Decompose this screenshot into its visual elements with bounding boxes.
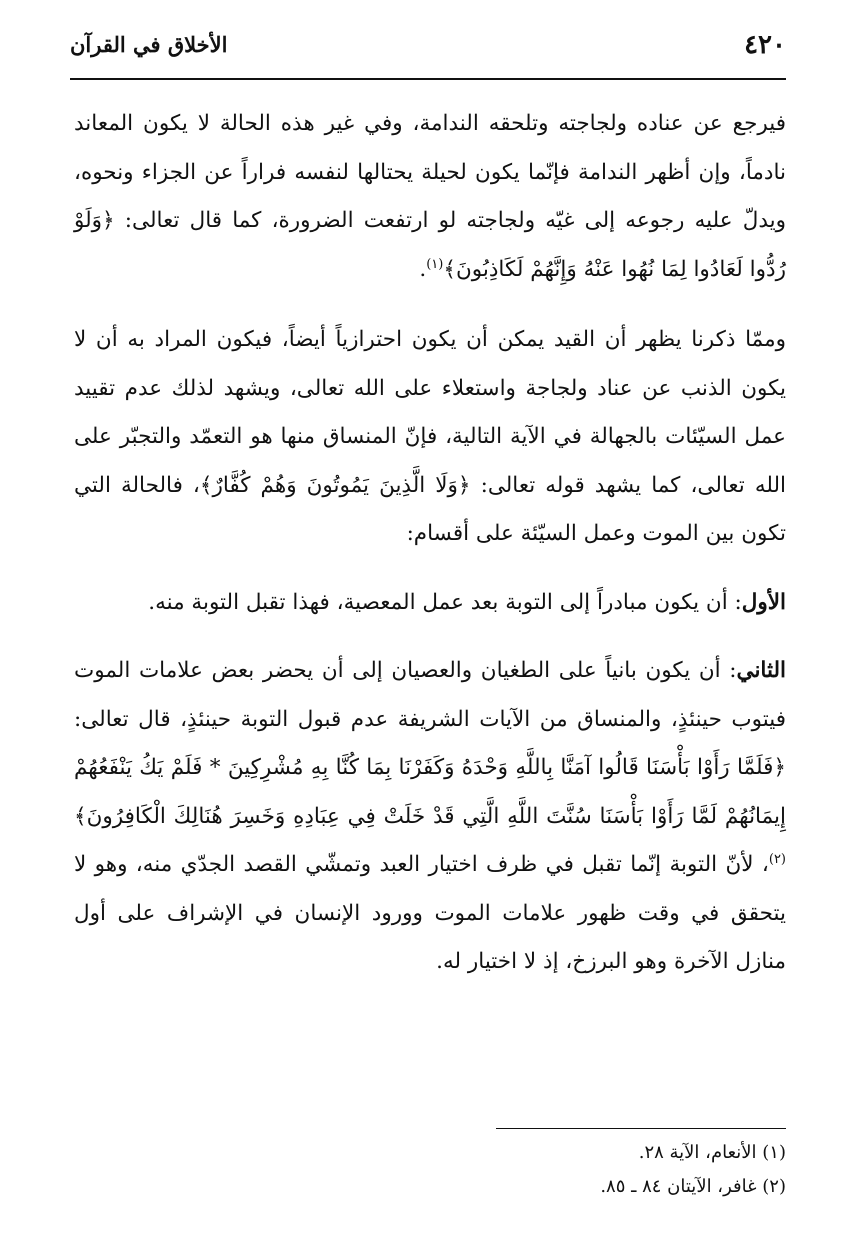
footnote-2: (٢) غافر، الآيتان ٨٤ ـ ٨٥. (600, 1176, 786, 1197)
paragraph-2-text: وممّا ذكرنا يظهر أن القيد يمكن أن يكون احترازياً أيضاً، فيكون المراد به أن لا يكون الذنب عن عناد ولجاجة واستعلاء على الله تعالى، ويشهد لذلك عدم تقييد عمل السيّئات بالجهالة في الآية التالية، فإنّ المنساق منها هو التعمّد والتجبّر على الله تعالى، كما يشهد قوله تعالى: (74, 327, 786, 498)
paragraph-1 (74, 100, 786, 294)
paragraph-1-text: فيرجع عن عناده ولجاجته وتلحقه الندامة، وفي غير هذه الحالة لا يكون المعاند نادماً، وإن أظهر الندامة فإنّما يكون لحيلة يحتالها لنفسه فراراً عن الجزاء ونحوه، ويدلّ عليه رجوعه إلى غيّه ولجاجته لو ارتفعت الضرورة، كما قال تعالى: (74, 111, 786, 233)
footnote-ref-2: (٢) (768, 851, 786, 867)
main-text (74, 100, 786, 1007)
page-header (70, 28, 786, 68)
paragraph-4-end: ، لأنّ التوبة إنّما تقبل في ظرف اختيار العبد وتمشّي القصد الجدّي منه، وهو لا يتحقق في وقت ظهور علامات الموت وورود الإنسان في الإشراف على أول منازل الآخرة وهو البرزخ، إذ لا اختيار له. (74, 852, 786, 974)
paragraph-2-end: ، فالحالة التي تكون بين الموت وعمل السيّئة على أقسام: (74, 472, 786, 546)
paragraph-3-text: : أن يكون مبادراً إلى التوبة بعد عمل المعصية، فهذا تقبل التوبة منه. (148, 589, 742, 615)
page-number: ٤٢٠ (744, 30, 786, 60)
paragraph-1-end: . (419, 256, 427, 282)
paragraph-3 (74, 579, 786, 628)
footnote-1: (١) الأنعام، الآية ٢٨. (638, 1142, 786, 1163)
paragraph-4-text: : أن يكون بانياً على الطغيان والعصيان إلى أن يحضر بعض علامات الموت فيتوب حينئذٍ، والمنساق من الآيات الشريفة عدم قبول التوبة حينئذٍ، قال تعالى: (74, 658, 786, 732)
running-title: الأخلاق في القرآن (70, 32, 228, 57)
quran-verse-2: ﴿وَلَا الَّذِينَ يَمُوتُونَ وَهُمْ كُفَّارٌ﴾ (199, 472, 471, 498)
paragraph-4 (74, 647, 786, 987)
paragraph-4-lead: الثاني (736, 658, 786, 683)
paragraph-2 (74, 316, 786, 559)
paragraph-3-lead: الأول (741, 589, 786, 615)
quran-verse-3: ﴿فَلَمَّا رَأَوْا بَأْسَنَا قَالُوا آمَنَّا بِاللَّهِ وَحْدَهُ وَكَفَرْنَا بِمَا كُنَّا بِهِ مُشْرِكِينَ * فَلَمْ يَكُ يَنْفَعُهُمْ إِيمَانُهُمْ لَمَّا رَأَوْا بَأْسَنَا سُنَّتَ اللَّهِ الَّتِي قَدْ خَلَتْ فِي عِبَادِهِ وَخَسِرَ هُنَالِكَ الْكَافِرُونَ﴾ (74, 755, 786, 829)
header-divider (70, 78, 786, 80)
footnote-ref-1: (١) (426, 256, 444, 272)
quran-verse-1: ﴿وَلَوْ رُدُّوا لَعَادُوا لِمَا نُهُوا عَنْهُ وَإِنَّهُمْ لَكَاذِبُونَ﴾ (74, 208, 786, 282)
footnote-divider (496, 1128, 786, 1129)
footnotes (386, 1136, 786, 1204)
